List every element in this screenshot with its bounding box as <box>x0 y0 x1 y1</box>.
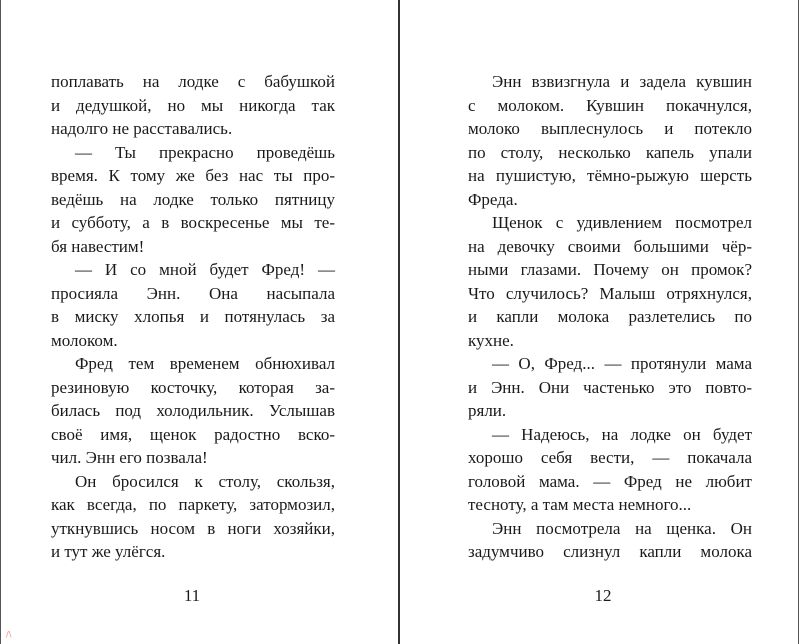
text-line: надолго не расставались. <box>51 119 233 138</box>
text-line: поплавать на лодке с бабушкой <box>51 72 335 91</box>
text-line: Он бросился к столу, скользя, <box>75 471 335 491</box>
text-line: и Энн. Они частенько это повто- <box>468 377 752 397</box>
text-line: как всегда, по паркету, затормозил, <box>51 495 335 514</box>
corner-mark: /\ <box>6 630 12 639</box>
text-line: бя навестим! <box>51 236 145 256</box>
text-line: чил. Энн его позвала! <box>51 448 208 467</box>
text-line: и субботу, а в воскресенье мы те- <box>51 213 335 232</box>
right-page <box>400 0 799 644</box>
right-page-number: 12 <box>594 586 612 605</box>
text-line: молоко выплеснулось и потекло <box>468 119 752 138</box>
text-line: Фреда. <box>468 189 518 209</box>
text-line: и тут же улёгся. <box>51 542 166 561</box>
text-line: головой мама. — Фред не любит <box>468 471 752 491</box>
text-line: ряли. <box>468 401 507 420</box>
text-line: на пушистую, тёмно-рыжую шерсть <box>468 166 752 185</box>
text-line: молоком. <box>51 330 118 350</box>
text-line: кухне. <box>468 330 514 350</box>
text-line: ными глазами. Почему он промок? <box>468 260 752 279</box>
text-line: резиновую косточку, которая за- <box>51 377 335 397</box>
text-line: Энн посмотрела на щенка. Он <box>492 518 752 538</box>
text-line: Щенок с удивлением посмотрел <box>492 213 752 232</box>
text-line: с молоком. Кувшин покачнулся, <box>468 95 752 115</box>
text-line: по столу, несколько капель упали <box>468 142 752 162</box>
text-line: Энн взвизгнула и задела кувшин <box>492 72 752 91</box>
text-line: — И со мной будет Фред! — <box>75 260 335 279</box>
text-line: билась под холодильник. Услышав <box>51 401 335 420</box>
text-line: просияла Энн. Она насыпала <box>51 283 335 303</box>
text-line: на девочку своими большими чёр- <box>468 236 752 256</box>
text-line: Фред тем временем обнюхивал <box>75 354 335 373</box>
text-line: хорошо себя вести, — покачала <box>468 448 752 467</box>
text-line: тесноту, а там места немного... <box>468 495 692 514</box>
right-page-text <box>468 70 752 564</box>
text-line: — О, Фред... — протянули мама <box>492 354 752 373</box>
left-page <box>0 0 399 644</box>
left-page-number: 11 <box>183 586 201 605</box>
text-line: время. К тому же без нас ты про- <box>51 166 335 185</box>
left-page-text <box>51 70 335 564</box>
text-line: и дедушкой, но мы никогда так <box>51 95 335 115</box>
text-line: — Надеюсь, на лодке он будет <box>492 424 752 444</box>
text-line: Что случилось? Малыш отряхнулся, <box>468 283 752 303</box>
text-line: задумчиво слизнул капли молока <box>468 542 752 561</box>
text-line: в миску хлопья и потянулась за <box>51 307 335 326</box>
text-line: своё имя, щенок радостно вско- <box>51 424 335 444</box>
text-line: — Ты прекрасно проведёшь <box>75 142 335 162</box>
text-line: ведёшь на лодке только пятницу <box>51 189 335 209</box>
text-line: уткнувшись носом в ноги хозяйки, <box>51 518 335 538</box>
text-line: и капли молока разлетелись по <box>468 307 752 326</box>
